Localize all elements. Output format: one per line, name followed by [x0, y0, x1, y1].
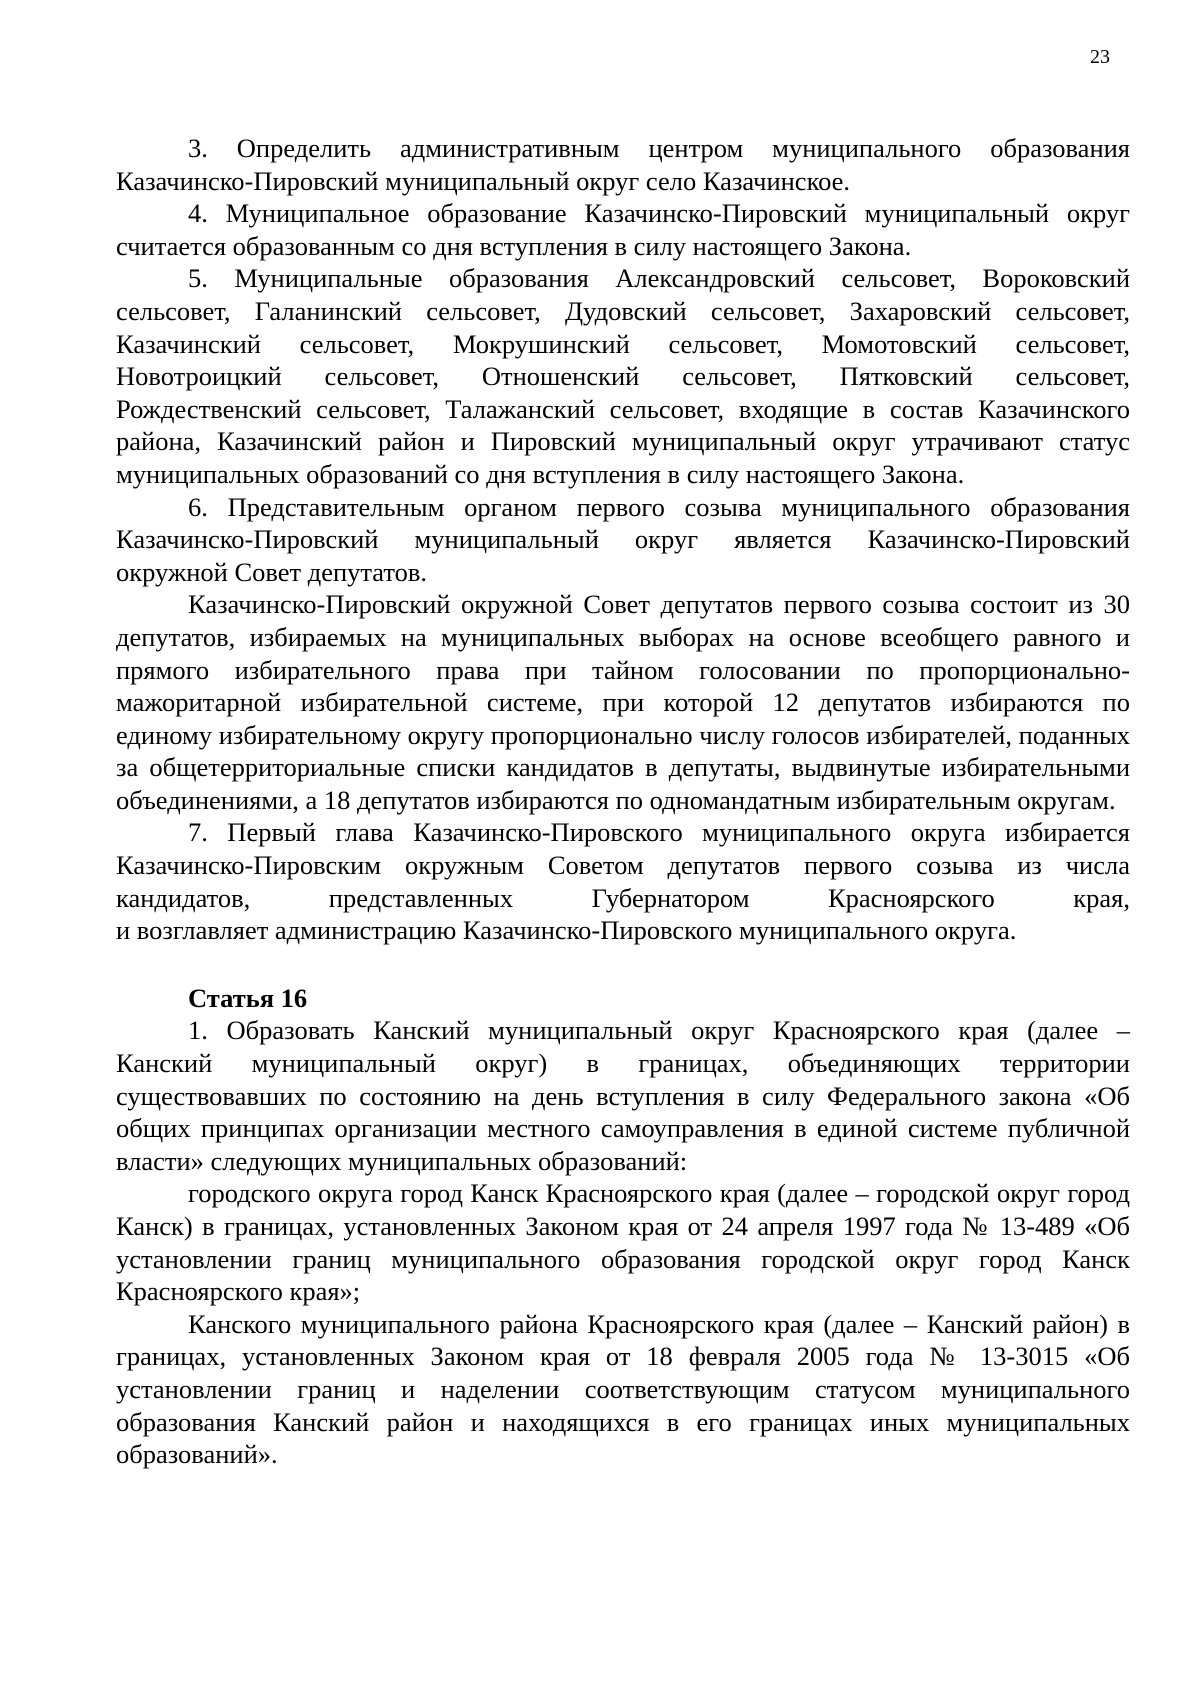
- article-heading: Статья 16: [188, 982, 308, 1013]
- paragraph-item-5: 5. Муниципальные образования Александровский сельсовет, Вороковский сельсовет, Галанинский сельсовет, Дудовский сельсовет, Захаровский сельсовет, Казачинский сельсовет, Мокрушинский сельсовет, Момотовский сельсовет, Новотроицкий сельсовет, Отношенский сельсовет, Пятковский сельсовет, Рождественский сельсовет, Талажанский сельсовет, входящие в состав Казачинского района, Казачинский район и Пировский муниципальный округ утрачивают статус муниципальных образований со дня вступления в силу настоящего Закона.: [116, 263, 1130, 489]
- paragraph-council-composition: Казачинско-Пировский окружной Совет депутатов первого созыва состоит из 30 депутатов, избираемых на муниципальных выборах на основе всеобщего равного и прямого избирательного права при тайном голосовании по пропорционально-мажоритарной избирательной системе, при которой 12 депутатов избираются по единому избирательному округу пропорционально числу голосов избирателей, поданных за общетерриториальные списки кандидатов в депутаты, выдвинутые избирательными объединениями, а 18 депутатов избираются по одномандатным избирательным округам.: [116, 589, 1130, 815]
- paragraph-item-6: 6. Представительным органом первого созыва муниципального образования Казачинско-Пировский муниципальный округ является Казачинско-Пировский окружной Совет депутатов.: [116, 491, 1130, 587]
- paragraph-item-3: 3. Определить административным центром муниципального образования Казачинско-Пировский муниципальный округ село Казачинское.: [116, 133, 1130, 196]
- page-number: 23: [1090, 46, 1110, 68]
- document-body: [116, 132, 1130, 1471]
- paragraph-item-4: 4. Муниципальное образование Казачинско-Пировский муниципальный округ считается образованным со дня вступления в силу настоящего Закона.: [116, 198, 1130, 261]
- paragraph-kansk-city: городского округа город Канск Красноярского края (далее – городской округ город Канск) в границах, установленных Законом края от 24 апреля 1997 года № 13-489 «Об установлении границ муниципального образования городской округ город Канск Красноярского края»;: [116, 1178, 1130, 1307]
- paragraph-item-7: 7. Первый глава Казачинско-Пировского муниципального округа избирается Казачинско-Пировским окружным Советом депутатов первого созыва из числа кандидатов, представленных Губернатором Красноярского края,: [116, 817, 1130, 913]
- paragraph-article-16-item-1: 1. Образовать Канский муниципальный округ Красноярского края (далее – Канский муниципальный округ) в границах, объединяющих территории существовавших по состоянию на день вступления в силу Федерального закона «Об общих принципах организации местного самоуправления в единой системе публичной власти» следующих муниципальных образований:: [116, 1015, 1130, 1176]
- paragraph-kansk-district: Канского муниципального района Красноярского края (далее – Канский район) в границах, установленных Законом края от 18 февраля 2005 года № 13-3015 «Об установлении границ и наделении соответствующим статусом муниципального образования Канский район и находящихся в его границах иных муниципальных образований».: [116, 1308, 1130, 1470]
- paragraph-item-7-continuation: и возглавляет администрацию Казачинско-Пировского муниципального округа.: [116, 915, 1017, 946]
